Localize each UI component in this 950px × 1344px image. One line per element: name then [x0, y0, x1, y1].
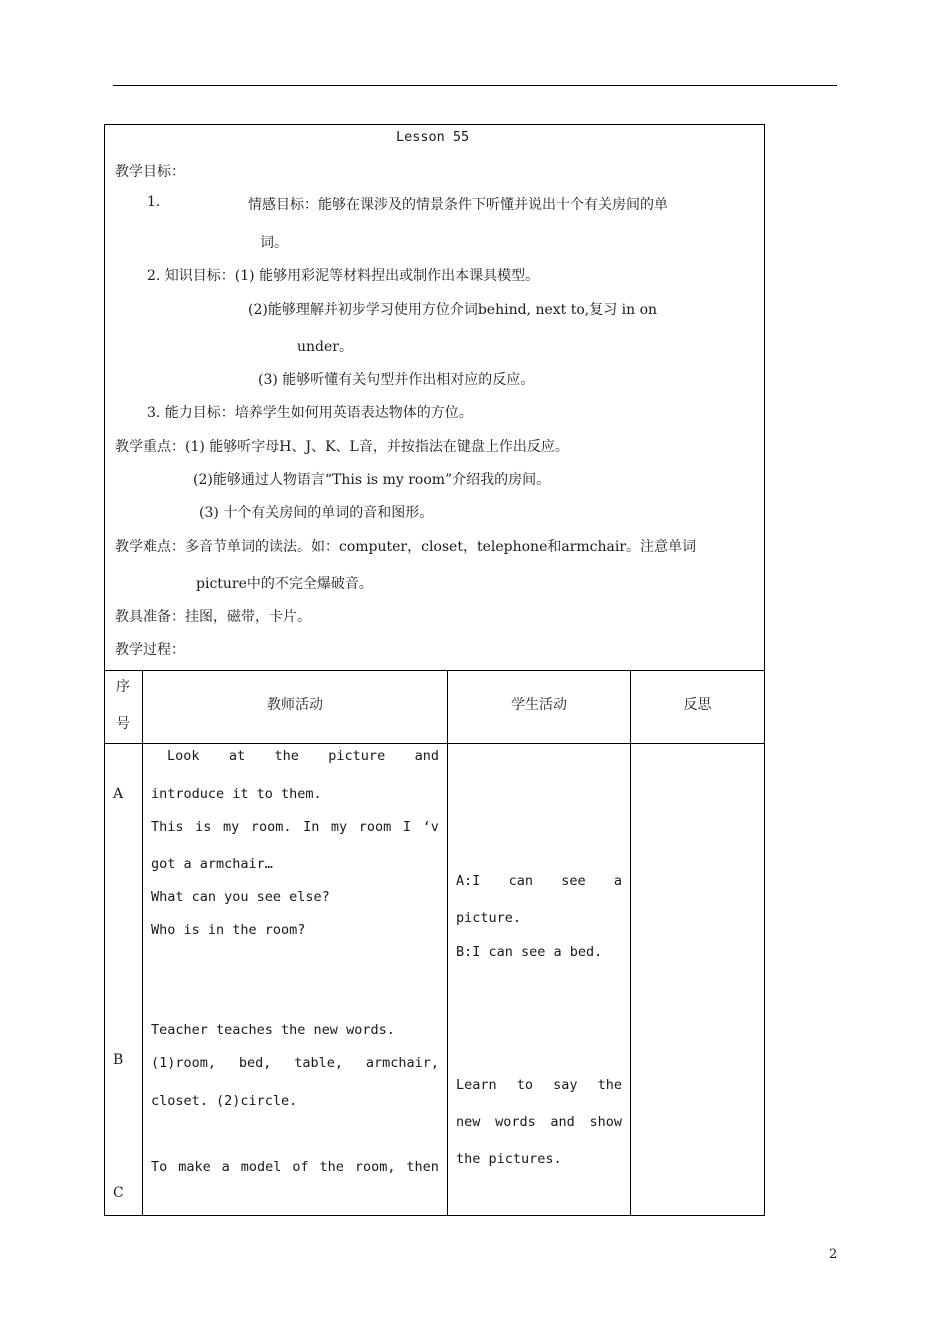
column-divider-2 [447, 670, 448, 1216]
seq-b: B [113, 1052, 124, 1068]
teacher-b-line-1: Teacher teaches the new words. [151, 1022, 395, 1038]
word: make [178, 1159, 211, 1175]
teacher-a-line-3 [151, 819, 439, 835]
word: can [508, 873, 533, 889]
word: table, [294, 1055, 343, 1071]
teacher-a-line-1 [167, 748, 439, 764]
word: In [303, 819, 320, 835]
word: armchair, [365, 1055, 439, 1071]
process-label: 教学过程： [115, 642, 185, 658]
word: the [274, 748, 299, 764]
word: words [495, 1114, 536, 1130]
objective-2-line-1: 2. 知识目标：(1) 能够用彩泥等材料捏出或制作出本课具模型。 [147, 268, 540, 284]
student-b-line-2 [456, 1114, 622, 1130]
teacher-b-line-3: closet. (2)circle. [151, 1093, 298, 1109]
word: new [456, 1114, 481, 1130]
header-row-bottom-border [104, 743, 765, 744]
word: model [240, 1159, 282, 1175]
word: the [319, 1159, 344, 1175]
word: To [151, 1159, 168, 1175]
objective-3: 3. 能力目标：培养学生如何用英语表达物体的方位。 [147, 405, 473, 421]
seq-a: A [113, 786, 124, 802]
table-bottom-border [104, 1215, 765, 1216]
word: a [221, 1159, 230, 1175]
student-a-line-1 [456, 873, 622, 889]
header-student-activity: 学生活动 [511, 697, 567, 713]
word: room, [354, 1159, 396, 1175]
objective-1-line-2: 词。 [260, 235, 288, 251]
teacher-b-line-2 [151, 1055, 439, 1071]
header-rule [113, 85, 837, 86]
teacher-a-line-4: got a armchair… [151, 856, 273, 872]
word: picture [328, 748, 386, 764]
word: and [550, 1114, 575, 1130]
word: then [406, 1159, 439, 1175]
key-points-line-3: (3) 十个有关房间的单词的音和图形。 [199, 505, 434, 521]
column-divider-3 [630, 670, 631, 1216]
objective-2-sub-2-line-2: under。 [297, 339, 353, 355]
word: bed, [238, 1055, 272, 1071]
word: of [292, 1159, 309, 1175]
seq-c: C [113, 1185, 124, 1201]
word: see [561, 873, 586, 889]
word: my [222, 819, 240, 835]
objectives-label: 教学目标： [115, 164, 185, 180]
word: ‘v [422, 819, 439, 835]
word: at [228, 748, 246, 764]
word: Look [167, 748, 200, 764]
word: show [589, 1114, 622, 1130]
word: room [358, 819, 392, 835]
word: Learn [456, 1077, 497, 1093]
key-points-line-2: (2)能够通过人物语言“This is my room”介绍我的房间。 [193, 472, 551, 488]
header-row-top-border [104, 670, 765, 671]
teacher-a-line-6: Who is in the room? [151, 922, 306, 938]
teacher-c-line-1 [151, 1159, 439, 1175]
table-top-border [104, 124, 765, 125]
key-points-line-1: 教学重点：(1) 能够听字母H、J、K、L音，并按指法在键盘上作出反应。 [115, 439, 569, 455]
word: This [151, 819, 184, 835]
header-seq-line-1: 序 [116, 679, 130, 695]
word: and [414, 748, 439, 764]
page-number: 2 [829, 1247, 838, 1262]
word: is [195, 819, 212, 835]
column-divider-1 [142, 670, 143, 1216]
word: (1)room, [151, 1055, 217, 1071]
student-a-line-3: B:I can see a bed. [456, 944, 603, 960]
teacher-a-line-5: What can you see else? [151, 889, 330, 905]
word: to [516, 1077, 533, 1093]
word: room. [250, 819, 292, 835]
header-seq-line-2: 号 [116, 716, 130, 732]
word: say [553, 1077, 578, 1093]
teacher-a-line-2: introduce it to them. [151, 786, 322, 802]
word: A:I [456, 873, 481, 889]
difficulties-line-1: 教学难点：多音节单词的读法。如：computer，closet，telephone和armchair。注意单词 [115, 539, 697, 555]
word: my [330, 819, 348, 835]
word: the [597, 1077, 622, 1093]
header-teacher-activity: 教师活动 [267, 697, 323, 713]
header-reflection: 反思 [683, 697, 712, 713]
difficulties-line-2: picture中的不完全爆破音。 [196, 576, 373, 592]
student-b-line-3: the pictures. [456, 1151, 562, 1167]
objective-1-line-1: 情感目标：能够在课涉及的情景条件下听懂并说出十个有关房间的单 [248, 197, 668, 213]
lesson-title: Lesson 55 [396, 129, 470, 145]
word: I [402, 819, 412, 835]
student-b-line-1 [456, 1077, 622, 1093]
word: a [613, 873, 622, 889]
objective-1-number: 1. [147, 194, 161, 210]
objective-2-sub-3: (3) 能够听懂有关句型并作出相对应的反应。 [258, 372, 535, 388]
objective-2-sub-2-line-1: (2)能够理解并初步学习使用方位介词behind, next to,复习 in on [248, 302, 658, 318]
teaching-tools: 教具准备：挂图，磁带，卡片。 [115, 609, 311, 625]
student-a-line-2: picture. [456, 910, 522, 926]
